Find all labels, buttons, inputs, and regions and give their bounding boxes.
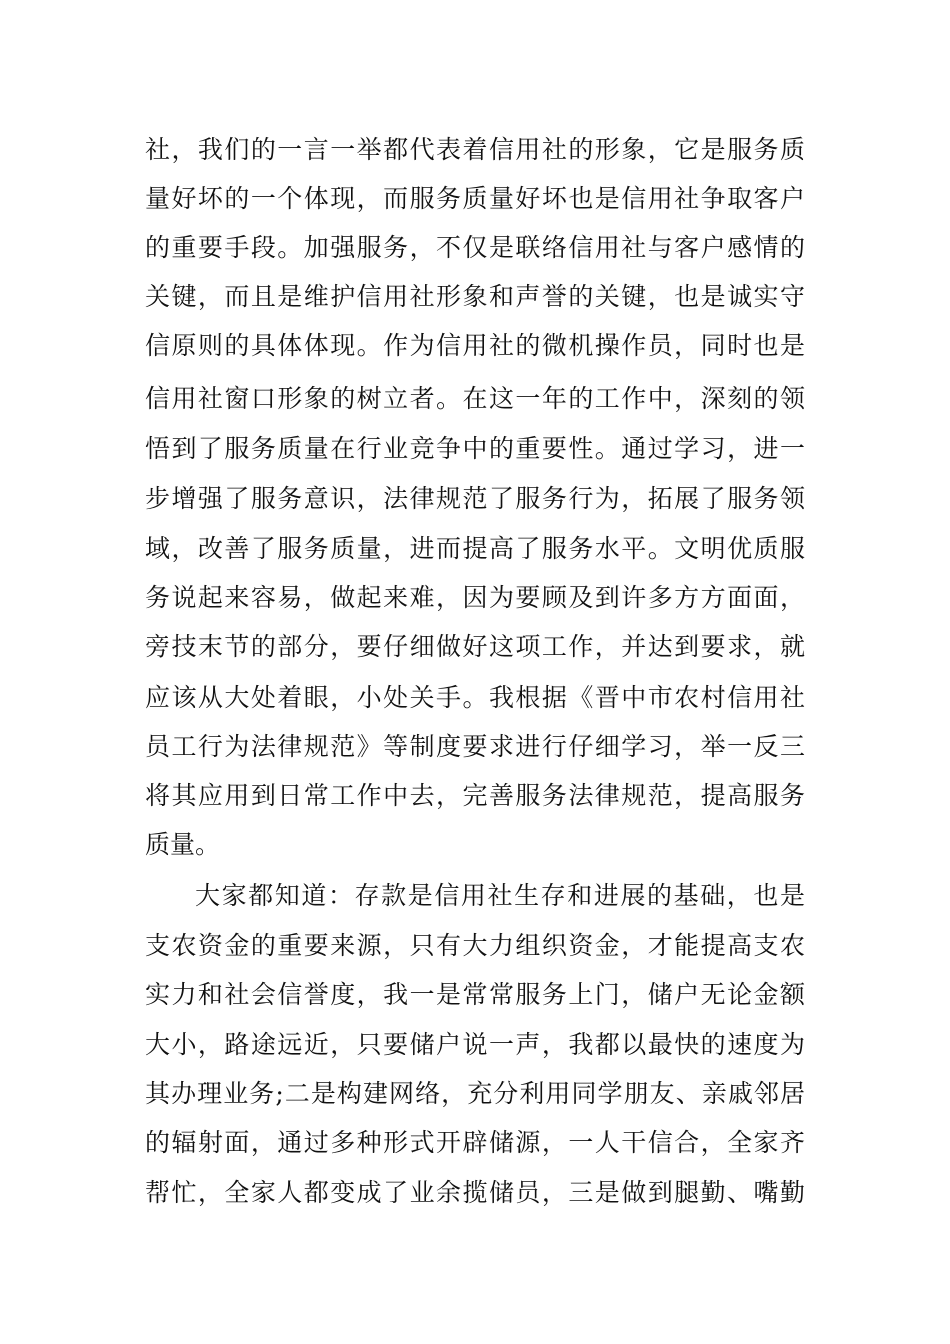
text-line: 社，我们的一言一举都代表着信用社的形象，它是服务质 bbox=[145, 135, 805, 164]
text-line: 质量。 bbox=[145, 830, 221, 859]
text-line: 旁技末节的部分，要仔细做好这项工作，并达到要求，就 bbox=[145, 632, 805, 661]
text-line: 关键，而且是维护信用社形象和声誉的关键，也是诚实守 bbox=[145, 282, 805, 311]
text-line: 大小，路途远近，只要储户说一声，我都以最快的速度为 bbox=[145, 1030, 805, 1059]
text-line: 信用社窗口形象的树立者。在这一年的工作中，深刻的领 bbox=[145, 384, 805, 413]
text-line: 域，改善了服务质量，进而提高了服务水平。文明优质服 bbox=[145, 534, 805, 563]
text-line: 帮忙，全家人都变成了业余揽储员，三是做到腿勤、嘴勤 bbox=[145, 1178, 805, 1207]
text-line: 实力和社会信誉度，我一是常常服务上门，储户无论金额 bbox=[145, 980, 805, 1009]
text-line: 的重要手段。加强服务，不仅是联络信用社与客户感情的 bbox=[145, 233, 805, 262]
text-line: 务说起来容易，做起来难，因为要顾及到许多方方面面， bbox=[145, 583, 805, 612]
text-line: 量好坏的一个体现，而服务质量好坏也是信用社争取客户 bbox=[145, 184, 805, 213]
text-line: 悟到了服务质量在行业竞争中的重要性。通过学习，进一 bbox=[145, 434, 805, 463]
text-line: 的辐射面，通过多种形式开辟储源，一人干信合，全家齐 bbox=[145, 1128, 805, 1157]
text-line: 步增强了服务意识，法律规范了服务行为，拓展了服务领 bbox=[145, 484, 805, 513]
text-line: 应该从大处着眼，小处关手。我根据《晋中市农村信用社 bbox=[145, 683, 805, 712]
text-line: 支农资金的重要来源，只有大力组织资金，才能提高支农 bbox=[145, 931, 805, 960]
text-line: 员工行为法律规范》等制度要求进行仔细学习，举一反三 bbox=[145, 732, 805, 761]
text-line: 其办理业务;二是构建网络，充分利用同学朋友、亲戚邻居 bbox=[145, 1079, 805, 1108]
text-line: 信原则的具体体现。作为信用社的微机操作员，同时也是 bbox=[145, 331, 805, 360]
text-line: 将其应用到日常工作中去，完善服务法律规范，提高服务 bbox=[145, 781, 805, 810]
paragraph-first-line: 大家都知道：存款是信用社生存和进展的基础，也是 bbox=[195, 881, 805, 910]
